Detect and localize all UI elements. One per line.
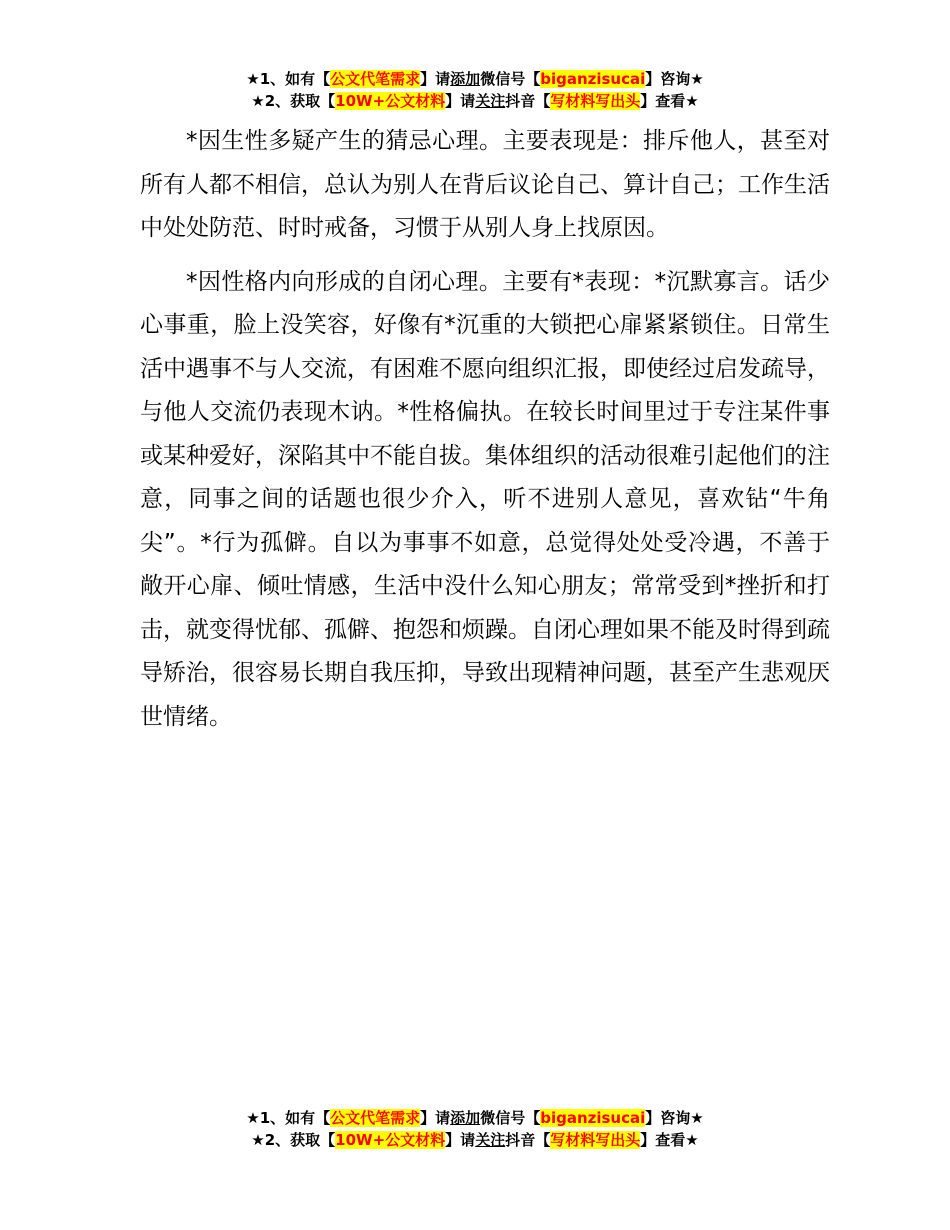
star-icon: ★ — [690, 70, 704, 88]
star-icon: ★ — [251, 92, 265, 110]
banner-text: 抖音【 — [505, 1131, 551, 1149]
banner-text: 】请 — [420, 70, 451, 88]
header-banner — [0, 68, 950, 112]
star-icon: ★ — [246, 70, 260, 88]
banner-text: 】请 — [420, 1109, 451, 1127]
underlined-text: 添加 — [450, 1109, 481, 1127]
star-icon: ★ — [251, 1131, 265, 1149]
underlined-text: 关注 — [475, 1131, 506, 1149]
document-body — [140, 120, 830, 739]
banner-text: 2、获取【 — [264, 1131, 336, 1149]
star-icon: ★ — [685, 1131, 699, 1149]
banner-line-1 — [0, 68, 950, 90]
footer-banner — [0, 1107, 950, 1151]
star-icon: ★ — [690, 1109, 704, 1127]
banner-text: 】查看 — [640, 92, 686, 110]
paragraph-autism: *因性格内向形成的自闭心理。主要有*表现：*沉默寡言。话少心事重，脸上没笑容，好像有*沉重的大锁把心扉紧紧锁住。日常生活中遇事不与人交流，有困难不愿向组织汇报，即使经过启发疏导，与他人交流仍表现木讷。*性格偏执。在较长时间里过于专注某件事或某种爱好，深陷其中不能自拔。集体组织的活动很难引起他们的注意，同事之间的话题也很少介入，听不进别人意见，喜欢钻“牛角尖”。*行为孤僻。自以为事事不如意，总觉得处处受冷遇，不善于敞开心扉、倾吐情感，生活中没什么知心朋友；常常受到*挫折和打击，就变得忧郁、孤僻、抱怨和烦躁。自闭心理如果不能及时得到疏导矫治，很容易长期自我压抑，导致出现精神问题，甚至产生悲观厌世情绪。 — [140, 268, 830, 730]
highlight-text: 公文代笔需求 — [330, 70, 421, 88]
douyin-account: 写材料写出头 — [550, 1131, 641, 1149]
banner-line-2 — [0, 1129, 950, 1151]
banner-line-1 — [0, 1107, 950, 1129]
banner-text: 微信号【 — [480, 70, 541, 88]
banner-line-2 — [0, 90, 950, 112]
banner-text: 】查看 — [640, 1131, 686, 1149]
banner-text: 】请 — [445, 92, 476, 110]
banner-text: 1、如有【 — [259, 70, 331, 88]
wechat-id: biganzisucai — [540, 1109, 646, 1127]
banner-text: 2、获取【 — [264, 92, 336, 110]
wechat-id: biganzisucai — [540, 70, 646, 88]
banner-text: 微信号【 — [480, 1109, 541, 1127]
highlight-text: 10W+公文材料 — [335, 92, 446, 110]
underlined-text: 添加 — [450, 70, 481, 88]
banner-text: 】咨询 — [645, 70, 691, 88]
banner-text: 】咨询 — [645, 1109, 691, 1127]
star-icon: ★ — [246, 1109, 260, 1127]
highlight-text: 公文代笔需求 — [330, 1109, 421, 1127]
banner-text: 抖音【 — [505, 92, 551, 110]
banner-text: 】请 — [445, 1131, 476, 1149]
star-icon: ★ — [685, 92, 699, 110]
banner-text: 1、如有【 — [259, 1109, 331, 1127]
paragraph-suspicion: *因生性多疑产生的猜忌心理。主要表现是：排斥他人，甚至对所有人都不相信，总认为别人在背后议论自己、算计自己；工作生活中处处防范、时时戒备，习惯于从别人身上找原因。 — [140, 128, 830, 241]
highlight-text: 10W+公文材料 — [335, 1131, 446, 1149]
underlined-text: 关注 — [475, 92, 506, 110]
douyin-account: 写材料写出头 — [550, 92, 641, 110]
